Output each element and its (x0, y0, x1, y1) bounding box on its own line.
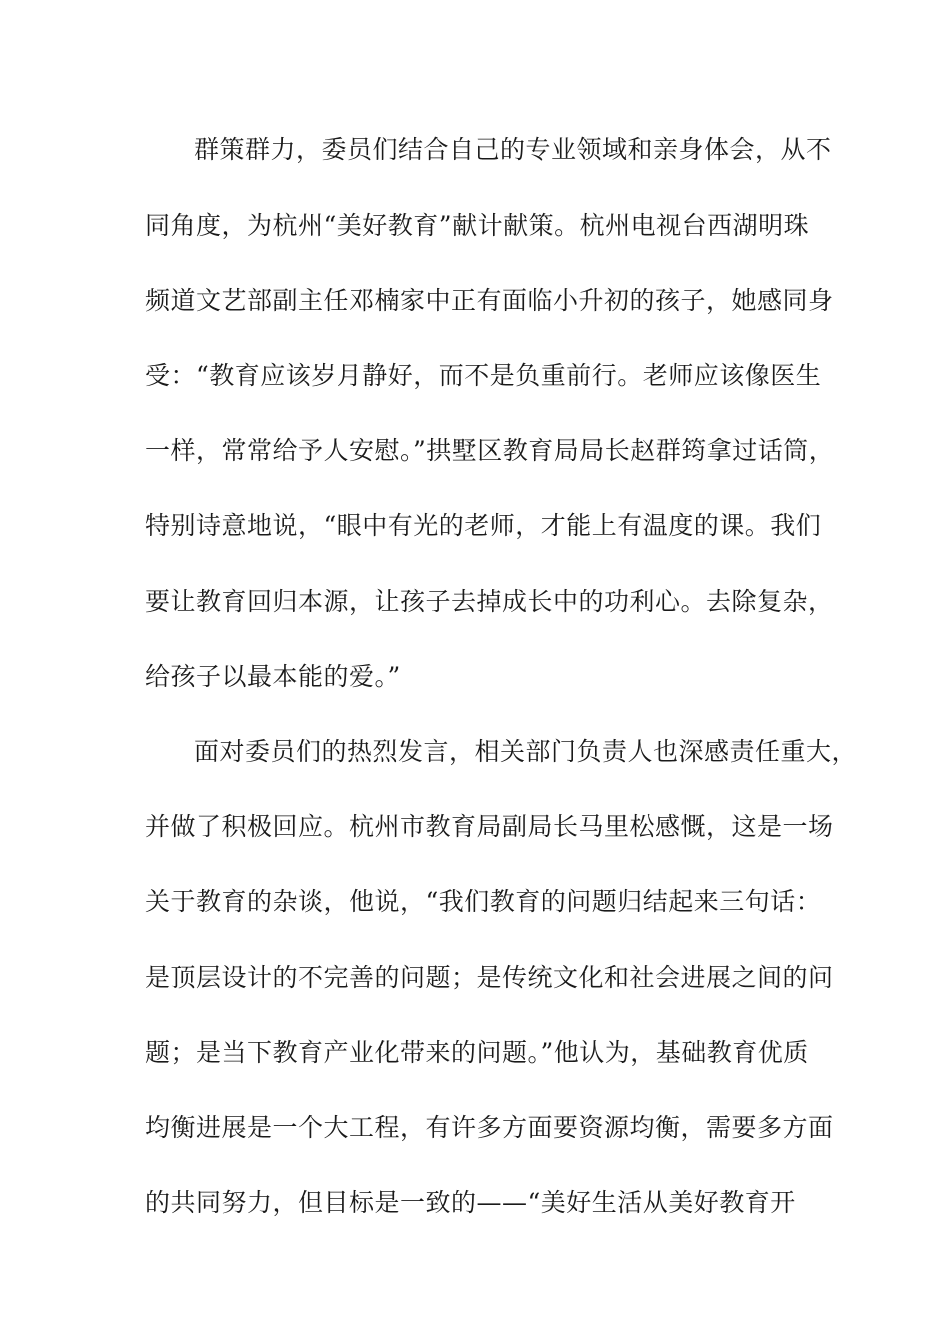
paragraph-1-line-7: 要让教育回归本源，让孩子去掉成长中的功利心。去除复杂， (145, 587, 834, 616)
paragraph-2-line-3: 关于教育的杂谈，他说，“我们教育的问题归结起来三句话： (145, 887, 822, 916)
paragraph-2-line-2: 并做了积极回应。杭州市教育局副局长马里松感慨，这是一场 (145, 812, 834, 841)
paragraph-1-line-3: 频道文艺部副主任邓楠家中正有面临小升初的孩子，她感同身 (145, 286, 834, 315)
paragraph-2-line-4: 是顶层设计的不完善的问题；是传统文化和社会进展之间的问 (145, 963, 834, 992)
paragraph-2-line-1: 面对委员们的热烈发言，相关部门负责人也深感责任重大， (194, 737, 858, 766)
paragraph-1-line-1: 群策群力，委员们结合自己的专业领域和亲身体会，从不 (194, 135, 832, 164)
paragraph-1-line-8: 给孩子以最本能的爱。” (145, 662, 401, 691)
paragraph-2-line-5: 题；是当下教育产业化带来的问题。”他认为，基础教育优质 (145, 1038, 809, 1067)
paragraph-2-line-6: 均衡进展是一个大工程，有许多方面要资源均衡，需要多方面 (145, 1113, 834, 1142)
paragraph-1-line-5: 一样，常常给予人安慰。”拱墅区教育局局长赵群筠拿过话筒， (145, 436, 835, 465)
paragraph-2-line-7: 的共同努力，但目标是一致的——“美好生活从美好教育开 (145, 1188, 796, 1217)
paragraph-1-line-4: 受：“教育应该岁月静好，而不是负重前行。老师应该像医生 (145, 361, 822, 390)
paragraph-1-line-2: 同角度，为杭州“美好教育”献计献策。杭州电视台西湖明珠 (145, 211, 810, 240)
paragraph-1-line-6: 特别诗意地说，“眼中有光的老师，才能上有温度的课。我们 (145, 511, 822, 540)
